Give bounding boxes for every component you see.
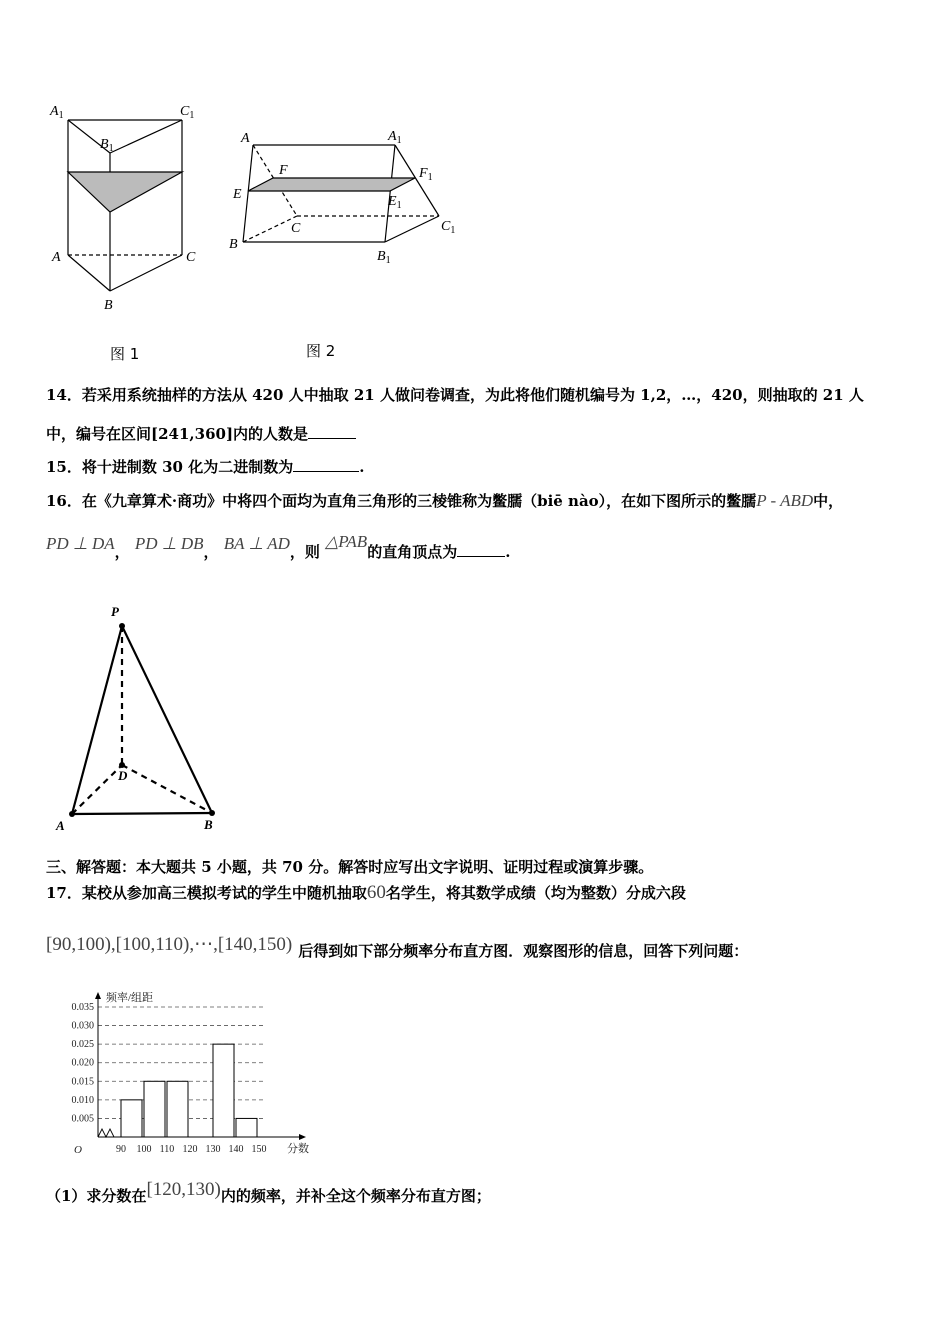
q17-line1: 17．某校从参加高三模拟考试的学生中随机抽取60名学生，将其数学成绩（均为整数）分成六段 [46, 882, 686, 903]
x-axis-arrow [299, 1134, 306, 1140]
x-tick-label: 90 [116, 1144, 126, 1155]
label-B: B [104, 298, 113, 313]
bar-[140,150) [236, 1118, 257, 1137]
label-A1: $A_1$ [50, 104, 64, 121]
x-axis-label: 分数 [287, 1143, 309, 1155]
label-B: B [229, 237, 238, 252]
label-B: B [204, 817, 213, 832]
section-triangle [68, 172, 182, 212]
q17-part1: （1）求分数在[120,130)内的频率，并补全这个频率分布直方图； [46, 1179, 491, 1205]
bar-[110,120) [167, 1081, 188, 1137]
label-P: P [111, 604, 119, 619]
bar-[100,110) [144, 1081, 165, 1137]
x-tick-label: 100 [136, 1144, 152, 1155]
figure-1-caption: 图 1 [110, 345, 140, 363]
y-tick-label: 0.005 [71, 1113, 94, 1125]
figure-1-prism [40, 95, 220, 325]
q14-line2: 中，编号在区间[241,360]内的人数是 [46, 423, 356, 445]
section-parallelogram [248, 178, 415, 191]
math-tri-pab: △PAB [325, 532, 368, 551]
y-tick-label: 0.015 [71, 1076, 94, 1088]
label-A1: $A_1$ [388, 129, 402, 146]
answer-blank [308, 424, 356, 439]
math-ba-ad: BA ⊥ AD [223, 534, 290, 553]
label-E1: $E_1$ [388, 194, 402, 211]
label-A: A [241, 131, 250, 146]
x-tick-label: 110 [159, 1144, 175, 1155]
bar-[90,100) [121, 1100, 142, 1137]
q16-line1: 16．在《九章算术·商功》中将四个面均为直角三角形的三棱锥称为鳖臑（biē nào），在如下图所示的鳖臑P - ABD中， [46, 491, 844, 510]
x-tick-label: 130 [205, 1144, 221, 1155]
math-interval-120-130: [120,130) [146, 1179, 221, 1200]
figure-2-prism [225, 120, 465, 270]
y-tick-label: 0.010 [71, 1094, 94, 1106]
q17-line2: [90,100),[100,110),⋯,[140,150) 后得到如下部分频率分布直方图．观察图形的信息，回答下列问题： [46, 934, 749, 960]
math-p-abd: P - ABD [756, 491, 814, 510]
label-C1: $C_1$ [180, 104, 195, 121]
y-axis-arrow [95, 992, 101, 999]
figure-2-caption: 图 2 [306, 342, 336, 360]
label-F1: $F_1$ [419, 166, 433, 183]
label-C: C [186, 250, 196, 265]
label-B1: $B_1$ [100, 137, 114, 154]
answer-blank [293, 457, 359, 472]
math-intervals: [90,100),[100,110),⋯,[140,150) [46, 934, 293, 955]
answer-blank [457, 542, 505, 557]
label-C1: $C_1$ [441, 219, 456, 236]
origin-label: O [74, 1144, 82, 1156]
label-C: C [291, 221, 301, 236]
x-tick-label: 150 [251, 1144, 267, 1155]
math-60: 60 [366, 882, 386, 903]
y-tick-label: 0.035 [71, 1002, 94, 1013]
bar-[130,140) [213, 1044, 234, 1137]
section-3-header: 三、解答题：本大题共 5 小题，共 70 分。解答时应写出文字说明、证明过程或演算步骤。 [46, 858, 654, 876]
label-D: D [118, 768, 128, 783]
q16-line2: PD ⊥ DA， PD ⊥ DB， BA ⊥ AD，则 △PAB的直角顶点为 . [46, 532, 511, 561]
math-pd-da: PD ⊥ DA [46, 534, 115, 553]
q15-line: 15．将十进制数 30 化为二进制数为 . [46, 458, 365, 476]
label-A: A [52, 250, 61, 265]
math-pd-db: PD ⊥ DB [134, 534, 204, 553]
x-tick-label: 120 [182, 1144, 198, 1155]
q14-line1: 14．若采用系统抽样的方法从 420 人中抽取 21 人做问卷调查，为此将他们随机编号为 1,2，…，420，则抽取的 21 人 [46, 386, 864, 404]
frequency-histogram [40, 985, 310, 1165]
axis-break [98, 1129, 114, 1137]
label-B1: $B_1$ [377, 249, 391, 266]
x-tick-label: 140 [228, 1144, 244, 1155]
y-tick-label: 0.030 [71, 1020, 94, 1032]
figure-3-tetrahedron [50, 598, 230, 838]
y-tick-label: 0.025 [71, 1039, 94, 1051]
y-tick-label: 0.020 [71, 1057, 94, 1069]
label-E: E [233, 187, 242, 202]
label-F: F [279, 163, 288, 178]
label-A: A [56, 818, 65, 833]
y-axis-label: 频率/组距 [106, 992, 154, 1004]
